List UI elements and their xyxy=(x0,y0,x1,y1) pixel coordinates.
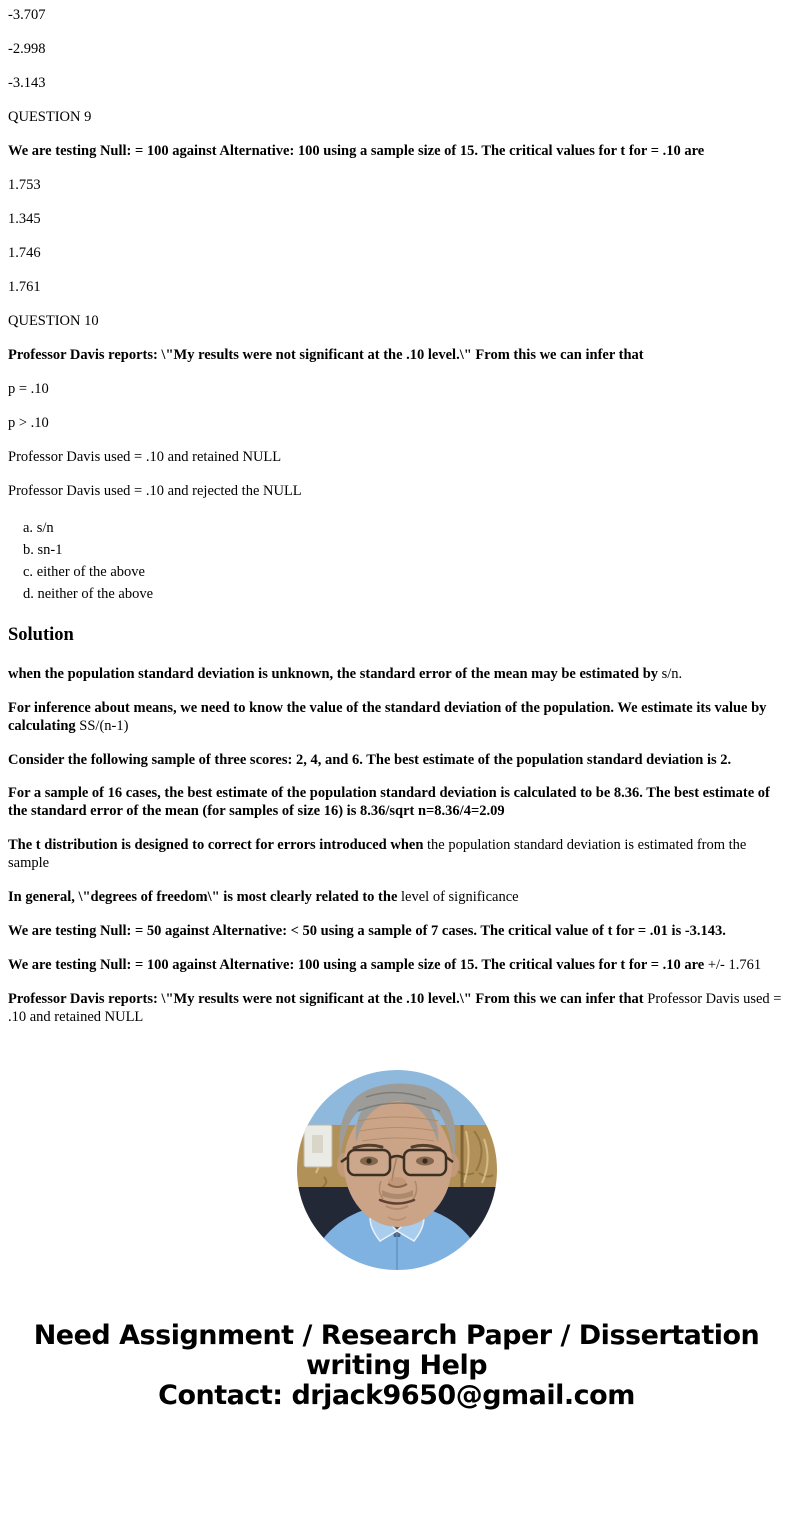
choice-text: sn-1 xyxy=(37,541,63,558)
choice-item xyxy=(23,517,785,539)
choice-marker: b. xyxy=(23,541,34,558)
question-10-option: Professor Davis used = .10 and retained NULL xyxy=(8,448,282,465)
solution-paragraph xyxy=(8,991,785,1027)
solution-statement: For inference about means, we need to know the value of the standard deviation of the population. We estimate its value by calculating xyxy=(8,699,767,734)
choice-text: neither of the above xyxy=(37,585,154,602)
question-10-option: p > .10 xyxy=(8,414,49,431)
solution-statement: For a sample of 16 cases, the best estimate of the population standard deviation is calculated to be 8.36. The best estimate of the standard error of the mean (for samples of size 16) is 8.36/sqrt n=8.36/4=2.09 xyxy=(8,785,770,820)
solution-answer: SS/(n-1) xyxy=(79,717,129,734)
question-9-option: 1.753 xyxy=(8,176,41,193)
switch-plate xyxy=(304,1125,332,1167)
question-9-label: QUESTION 9 xyxy=(8,108,92,125)
solution-statement: Professor Davis reports: \"My results were not significant at the .10 level.\" From this we can infer that xyxy=(8,991,644,1008)
solution-paragraph xyxy=(8,752,785,770)
choice-marker: a. xyxy=(23,519,34,536)
solution-answer: Professor Davis used = .10 and retained NULL xyxy=(8,991,782,1026)
footer-contact: Contact: drjack9650@gmail.com xyxy=(158,1380,635,1412)
choice-marker: c. xyxy=(23,563,34,580)
solution-answer: s/n. xyxy=(661,665,683,682)
solution-paragraph xyxy=(8,923,785,941)
answer-option: -2.998 xyxy=(8,40,46,57)
answer-option: -3.707 xyxy=(8,7,46,23)
solution-paragraph xyxy=(8,957,785,975)
choice-marker: d. xyxy=(23,585,34,602)
solution-statement: The t distribution is designed to correct for errors introduced when xyxy=(8,837,424,854)
solution-paragraph xyxy=(8,837,785,873)
question-9-prompt: We are testing Null: = 100 against Alternative: 100 using a sample size of 15. The critical values for t for = .10 are xyxy=(8,142,705,159)
solution-paragraph xyxy=(8,666,785,684)
solution-statement: In general, \"degrees of freedom\" is most clearly related to the xyxy=(8,889,398,906)
solution-answer: +/- 1.761 xyxy=(707,957,762,974)
question-10-option: Professor Davis used = .10 and rejected the NULL xyxy=(8,482,302,499)
choice-item xyxy=(23,583,785,605)
question-10-option: p = .10 xyxy=(8,380,49,397)
question-9-option: 1.345 xyxy=(8,210,41,227)
solution-statement: We are testing Null: = 100 against Alternative: 100 using a sample size of 15. The critical values for t for = .10 are xyxy=(8,957,705,974)
choice-item xyxy=(23,561,785,583)
choice-list xyxy=(8,517,785,605)
footer-line: writing Help xyxy=(305,1350,488,1382)
solution-paragraph xyxy=(8,700,785,736)
question-10-prompt: Professor Davis reports: \"My results were not significant at the .10 level.\" From this we can infer that xyxy=(8,346,644,363)
instructor-photo xyxy=(296,1069,498,1271)
choice-item xyxy=(23,539,785,561)
portrait-illustration xyxy=(296,1069,498,1271)
solution-answer: the population standard deviation is estimated from the sample xyxy=(8,837,747,872)
footer-banner xyxy=(8,1321,785,1411)
solution-answer: level of significance xyxy=(401,889,519,906)
choice-text: s/n xyxy=(36,519,54,536)
footer-line: Need Assignment / Research Paper / Dissertation xyxy=(33,1320,760,1352)
solution-statement: Consider the following sample of three scores: 2, 4, and 6. The best estimate of the population standard deviation is 2. xyxy=(8,751,732,768)
question-9-option: 1.761 xyxy=(8,278,41,295)
answer-option: -3.143 xyxy=(8,74,46,91)
solution-heading: Solution xyxy=(8,624,74,645)
question-9-option: 1.746 xyxy=(8,244,41,261)
solution-statement: when the population standard deviation is unknown, the standard error of the mean may be estimated by xyxy=(8,665,659,682)
solution-paragraph xyxy=(8,785,785,821)
solution-statement: We are testing Null: = 50 against Alternative: < 50 using a sample of 7 cases. The critical value of t for = .01 is -3.143. xyxy=(8,923,726,940)
question-10-label: QUESTION 10 xyxy=(8,312,99,329)
solution-paragraph xyxy=(8,889,785,907)
choice-text: either of the above xyxy=(36,563,145,580)
